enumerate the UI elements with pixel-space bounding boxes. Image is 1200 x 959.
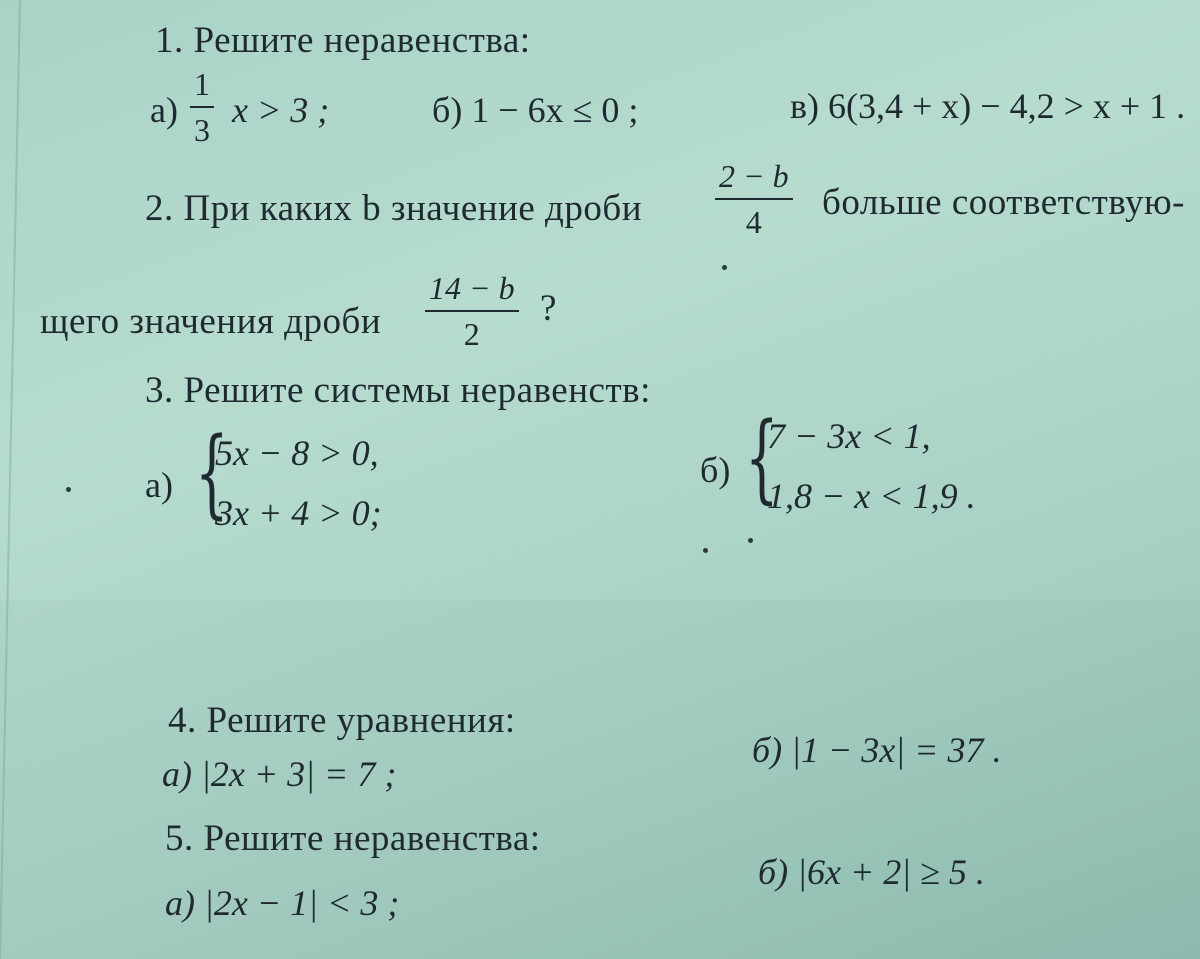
task2-line1-end: больше соответствую- [822,182,1185,223]
task3-a-line1: 5x − 8 > 0, [215,433,379,473]
fraction-numerator: 2 − b [719,158,789,194]
paper-speck [748,538,753,543]
task2-line1-start: 2. При каких b значение дроби [145,188,642,229]
task3-a-brace: { [195,417,229,529]
task1-a-fraction [190,68,214,146]
task4-b: б) |1 − 3x| = 37 . [752,730,1002,770]
task2-fraction-2 [425,272,519,350]
fraction-denominator: 4 [745,204,762,240]
task4-title: 4. Решите уравнения: [168,700,516,741]
task1-a-expression: x > 3 ; [232,90,330,130]
paper-speck [66,487,71,492]
task3-b-label: б) [700,450,731,490]
task2-line2-end: ? [540,288,557,329]
task3-a-label: а) [145,465,173,505]
task3-b-brace: { [745,402,779,514]
task1-b: б) 1 − 6x ≤ 0 ; [432,90,639,130]
fraction-denominator: 3 [194,112,210,148]
paper-speck [703,548,708,553]
task1-c: в) 6(3,4 + x) − 4,2 > x + 1 . [790,86,1186,126]
task2-fraction-1 [715,160,793,238]
fraction-denominator: 2 [463,316,480,352]
task3-a-line2: 3x + 4 > 0; [215,493,382,533]
task3-title: 3. Решите системы неравенств: [145,370,651,411]
task1-title: 1. Решите неравенства: [155,20,531,61]
task4-a: а) |2x + 3| = 7 ; [162,754,397,794]
fraction-numerator: 1 [194,66,210,102]
task3-b-line1: 7 − 3x < 1, [767,416,931,456]
fraction-numerator: 14 − b [429,270,515,306]
task2-line2-start: щего значения дроби [40,301,382,342]
task3-b-line2: 1,8 − x < 1,9 . [767,476,976,516]
task5-a: а) |2x − 1| < 3 ; [165,883,400,923]
task5-b: б) |6x + 2| ≥ 5 . [758,852,985,892]
task5-title: 5. Решите неравенства: [165,818,541,859]
task1-a-label: а) [150,90,178,130]
paper-speck [722,265,727,270]
